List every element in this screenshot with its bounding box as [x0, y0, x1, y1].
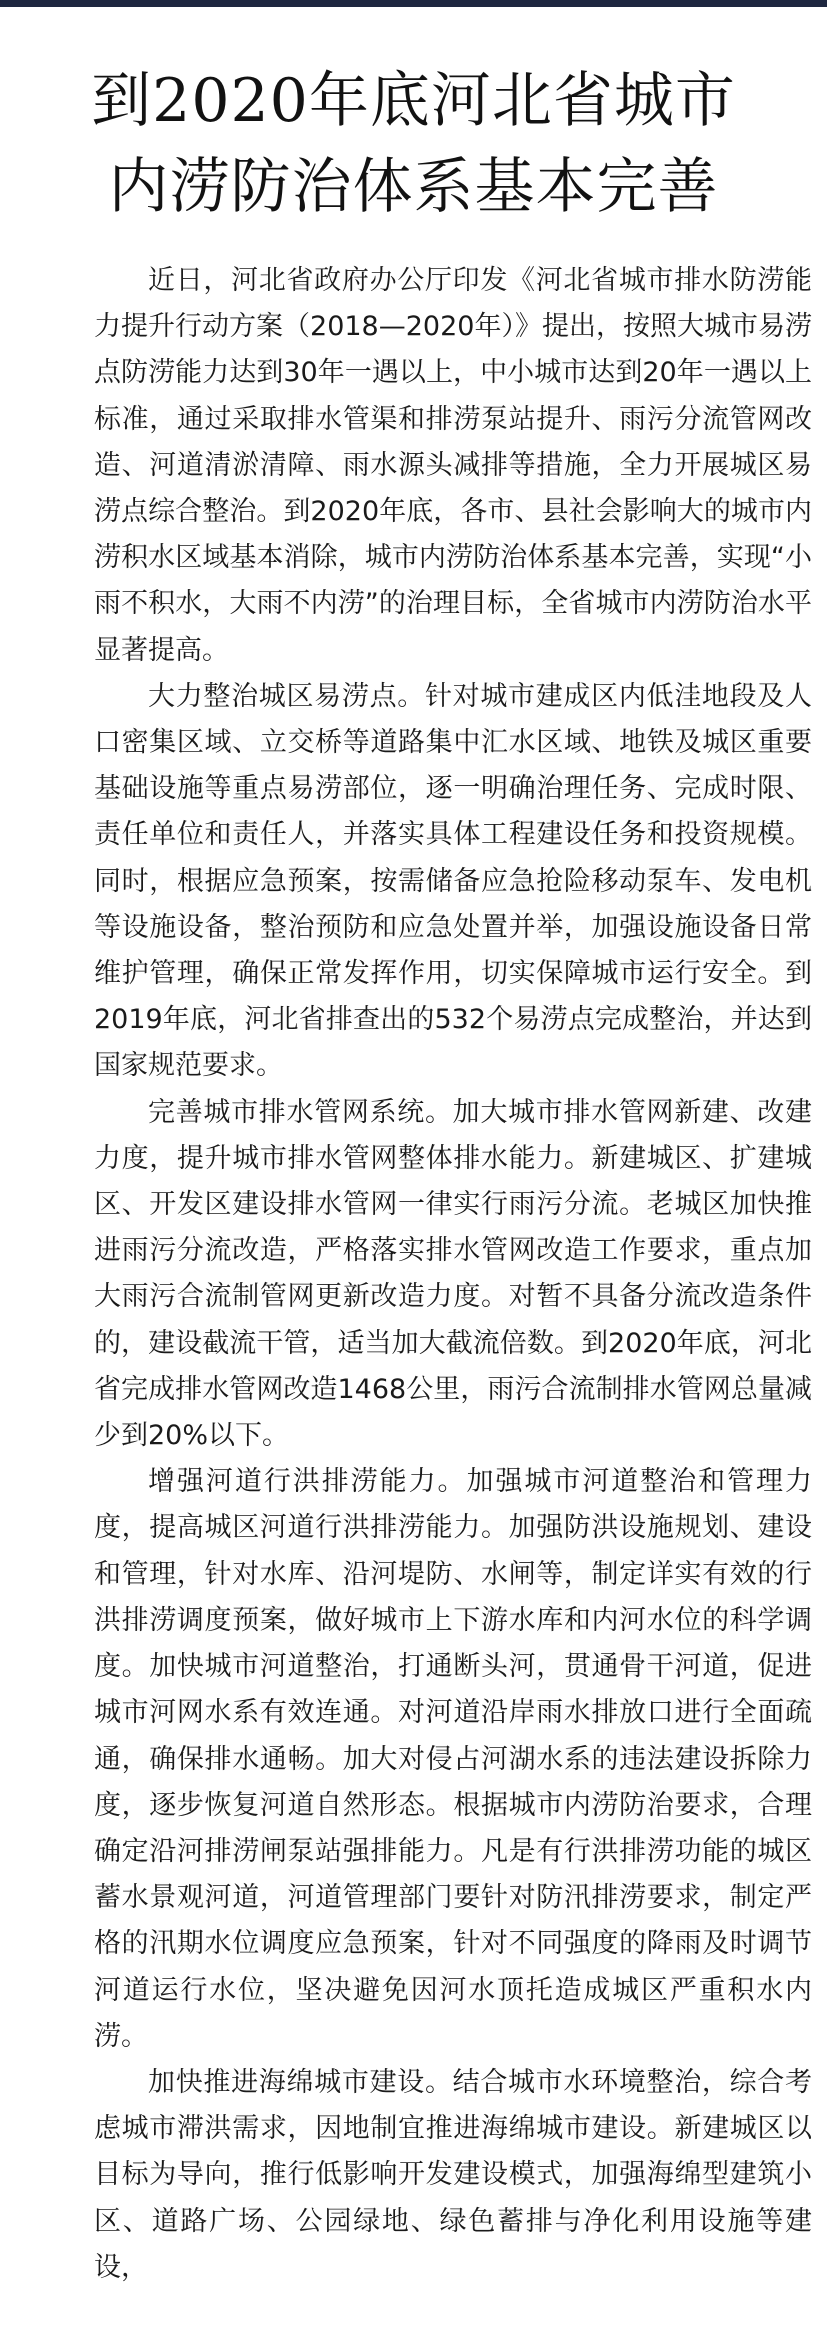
top-accent-bar	[0, 0, 827, 7]
paragraph-waterlogging-points: 大力整治城区易涝点。针对城市建成区内低洼地段及人口密集区域、立交桥等道路集中汇水区域、地铁及城区重要基础设施等重点易涝部位，逐一明确治理任务、完成时限、责任单位和责任人，并落实具体工程建设任务和投资规模。同时，根据应急预案，按需储备应急抢险移动泵车、发电机等设施设备，整治预防和应急处置并举，加强设施设备日常维护管理，确保正常发挥作用，切实保障城市运行安全。到2019年底，河北省排查出的532个易涝点完成整治，并达到国家规范要求。	[94, 680, 812, 1082]
article-body	[94, 258, 812, 2291]
title-line-2: 内涝防治体系基本完善	[108, 152, 719, 222]
paragraph-intro: 近日，河北省政府办公厅印发《河北省城市排水防涝能力提升行动方案（2018—2020年）》提出，按照大城市易涝点防涝能力达到30年一遇以上，中小城市达到20年一遇以上标准，通过采取排水管渠和排涝泵站提升、雨污分流管网改造、河道清淤清障、雨水源头减排等措施，全力开展城区易涝点综合整治。到2020年底，各市、县社会影响大的城市内涝积水区域基本消除，城市内涝防治体系基本完善，实现“小雨不积水，大雨不内涝”的治理目标，全省城市内涝防治水平显著提高。	[94, 265, 812, 666]
paragraph-river-capacity: 增强河道行洪排涝能力。加强城市河道整治和管理力度，提高城区河道行洪排涝能力。加强防洪设施规划、建设和管理，针对水库、沿河堤防、水闸等，制定详实有效的行洪排涝调度预案，做好城市上下游水库和内河水位的科学调度。加快城市河道整治，打通断头河，贯通骨干河道，促进城市河网水系有效连通。对河道沿岸雨水排放口进行全面疏通，确保排水通畅。加大对侵占河湖水系的违法建设拆除力度，逐步恢复河道自然形态。根据城市内涝防治要求，合理确定沿河排涝闸泵站强排能力。凡是有行洪排涝功能的城区蓄水景观河道，河道管理部门要针对防汛排涝要求，制定严格的汛期水位调度应急预案，针对不同强度的降雨及时调节河道运行水位，坚决避免因河水顶托造成城区严重积水内涝。	[94, 1466, 812, 2052]
title-line-1: 到2020年底河北省城市	[91, 66, 736, 136]
article-title	[0, 58, 827, 230]
paragraph-drainage-network: 完善城市排水管网系统。加大城市排水管网新建、改建力度，提升城市排水管网整体排水能力。新建城区、扩建城区、开发区建设排水管网一律实行雨污分流。老城区加快推进雨污分流改造，严格落实排水管网改造工作要求，重点加大雨污合流制管网更新改造力度。对暂不具备分流改造条件的，建设截流干管，适当加大截流倍数。到2020年底，河北省完成排水管网改造1468公里，雨污合流制排水管网总量减少到20%以下。	[94, 1096, 812, 1452]
paragraph-sponge-city: 加快推进海绵城市建设。结合城市水环境整治，综合考虑城市滞洪需求，因地制宜推进海绵城市建设。新建城区以目标为导向，推行低影响开发建设模式，加强海绵型建筑小区、道路广场、公园绿地、绿色蓄排与净化利用设施等建设，	[94, 2066, 812, 2283]
